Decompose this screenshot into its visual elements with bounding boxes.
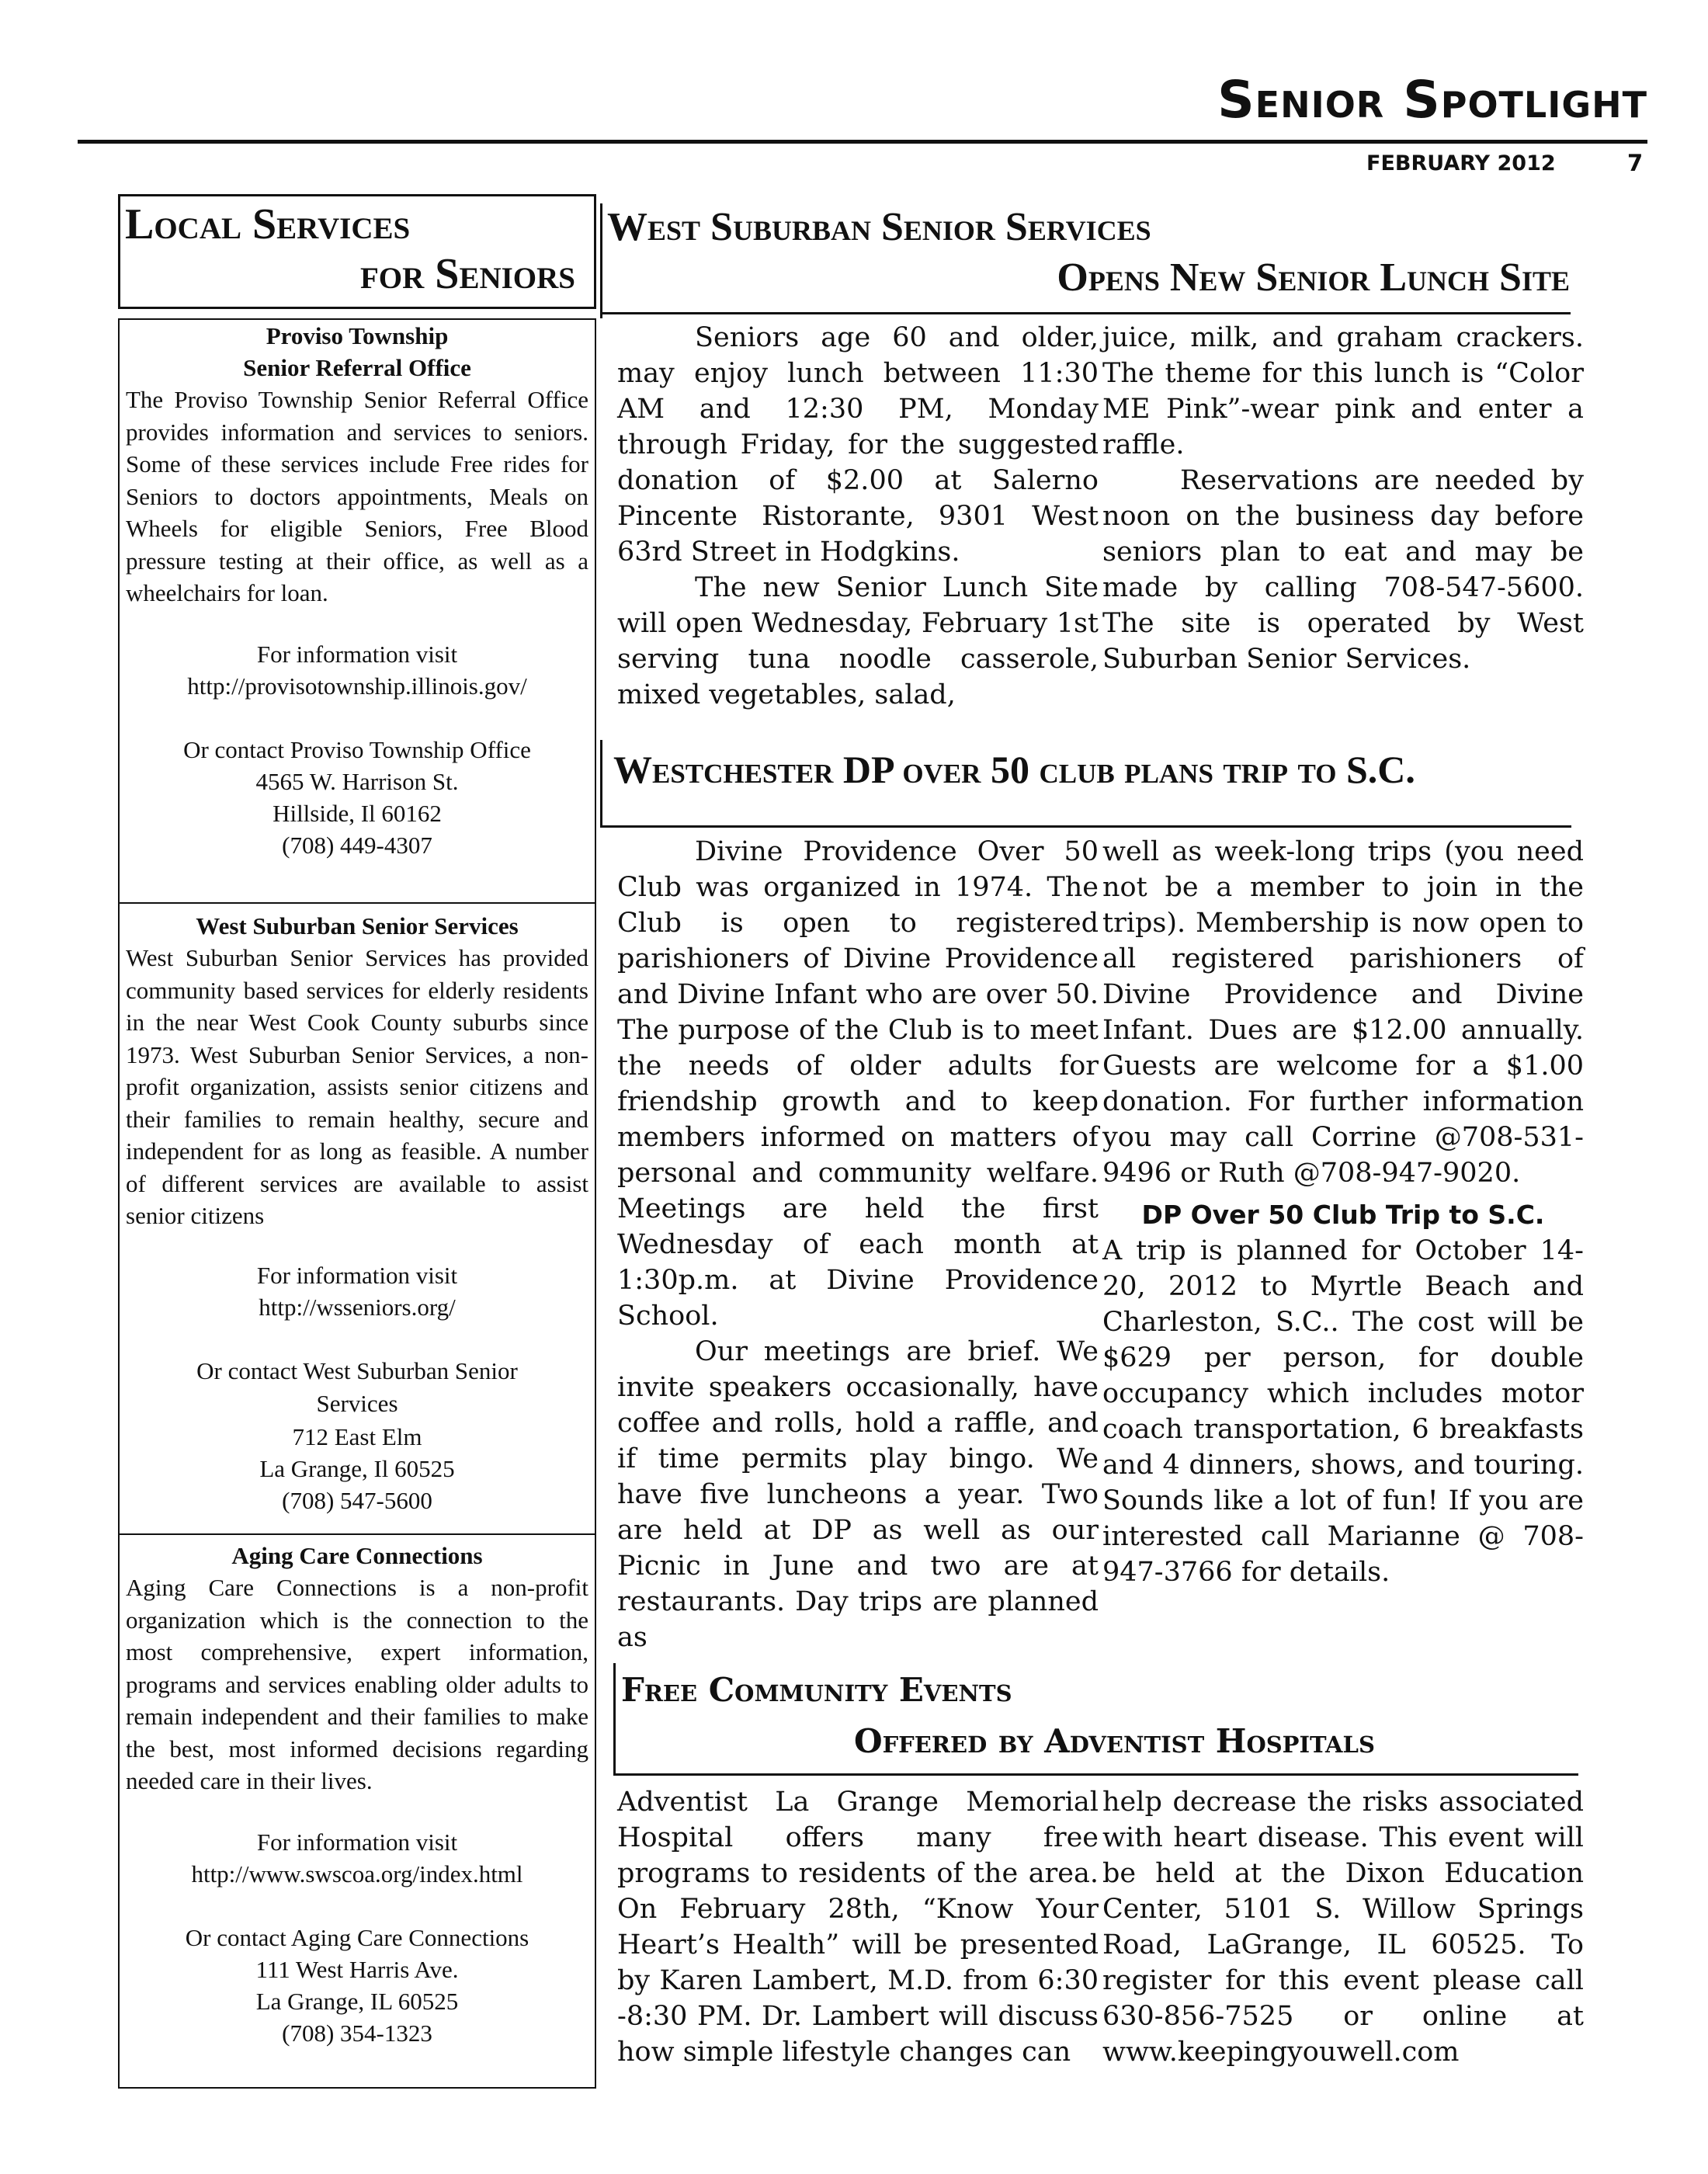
masthead-title: Senior Spotlight bbox=[1217, 70, 1647, 130]
article-column bbox=[617, 834, 1099, 1655]
address-line: Hillside, Il 60162 bbox=[273, 800, 442, 827]
info-label: For information visit bbox=[256, 1828, 458, 1856]
address-line: La Grange, IL 60525 bbox=[255, 1988, 459, 2015]
article-column bbox=[1102, 320, 1584, 677]
contact-label: Or contact Aging Care Connections bbox=[185, 1924, 529, 1951]
paragraph: Adventist La Grange Memorial Hospital offers many free programs to residents of the area. On February 28th, “Know Your Heart’s Health” will be presented by Karen Lambert, M.D. from 6:30 -8:30 PM. Dr. Lambert will discuss how simple lifestyle changes can bbox=[617, 1787, 1099, 2068]
masthead-rule bbox=[78, 140, 1647, 144]
article-column bbox=[617, 1784, 1099, 2070]
paragraph: well as week-long trips (you need not be a member to join in the trips). Membership is now open to all registered parishioners of Divine Providence and Divine Infant. Dues are $12.00 annually. Guests are welcome for a $1.00 donation. For further information you may call Corrine @708-531-9496 or Ruth @708-947-9020. bbox=[1102, 836, 1584, 1189]
headline-line2: Offered by Adventist Hospitals bbox=[854, 1722, 1375, 1760]
sidebar-heading-line1: Local Services bbox=[125, 200, 411, 248]
paragraph: Seniors age 60 and older, may enjoy lunch between 11:30 AM and 12:30 PM, Monday through Friday, for the suggested donation of $2.00 at Salerno Pincente Ristorante, 9301 West 63rd Street in Hodgkins. bbox=[617, 322, 1099, 568]
article-column bbox=[1102, 1784, 1584, 2070]
headline-line2: Opens New Senior Lunch Site bbox=[1057, 255, 1570, 300]
info-url: http://wsseniors.org/ bbox=[259, 1294, 456, 1321]
paragraph: A trip is planned for October 14-20, 2012 to Myrtle Beach and Charleston, S.C.. The cost will be $629 per person, for double occupancy which includes motor coach transportation, 6 breakfasts and 4 dinners, shows, and touring. Sounds like a lot of fun! If you are interested call Marianne @ 708-947-3766 for details. bbox=[1102, 1235, 1584, 1588]
address-line: La Grange, Il 60525 bbox=[259, 1455, 455, 1482]
sidebar-divider bbox=[118, 1533, 596, 1535]
info-label: For information visit bbox=[256, 1262, 458, 1289]
section-title: Aging Care Connections bbox=[231, 1542, 483, 1569]
sidebar-heading bbox=[118, 194, 596, 309]
contact-label: Or contact Proviso Township Office bbox=[183, 736, 531, 763]
headline-rule bbox=[600, 312, 1571, 314]
article-headline: Westchester DP over 50 club plans trip to S.C. bbox=[613, 748, 1415, 791]
headline-line1: Free Community Events bbox=[621, 1671, 1012, 1709]
section-title: Proviso Township bbox=[266, 322, 449, 349]
paragraph: Our meetings are brief. We invite speakers occasionally, have coffee and rolls, hold a raffle, and if time permits play bingo. We have five luncheons a year. Two are held at DP as well as our Picnic in June and two are at restaurants. Day trips are planned as bbox=[617, 1336, 1099, 1653]
address-line: 4565 W. Harrison St. bbox=[255, 768, 459, 795]
paragraph: Divine Providence Over 50 Club was organized in 1974. The Club is open to registered parishioners of Divine Providence and Divine Infant who are over 50. The purpose of the Club is to meet the needs of older adults for friendship growth and to keep members informed on matters of personal and community welfare. Meetings are held the first Wednesday of each month at 1:30p.m. at Divine Providence School. bbox=[617, 836, 1099, 1332]
sidebar-divider bbox=[118, 902, 596, 904]
phone-number: (708) 547-5600 bbox=[282, 1487, 432, 1514]
address-line: 712 East Elm bbox=[292, 1423, 422, 1450]
section-body: The Proviso Township Senior Referral Office provides information and services to seniors. Some of these services include Free rides for Seniors to doctors appointments, Meals on Wheels for eligible Seniors, Free Blood pressure testing at their office, as well as a wheelchairs for loan. bbox=[126, 386, 588, 606]
paragraph: The new Senior Lunch Site will open Wednesday, February 1st serving tuna noodle casserole, mixed vegetables, salad, bbox=[617, 572, 1099, 710]
paragraph: juice, milk, and graham crackers. The theme for this lunch is “Color ME Pink”-wear pink and enter a raffle. bbox=[1102, 322, 1584, 460]
info-url: http://provisotownship.illinois.gov/ bbox=[187, 672, 527, 700]
address-line: 111 West Harris Ave. bbox=[255, 1956, 459, 1983]
section-title: West Suburban Senior Services bbox=[196, 912, 519, 939]
section-body: West Suburban Senior Services has provided community based services for elderly residents in the near West Cook County suburbs since 1973. West Suburban Senior Services, a non-profit organization, assists senior citizens and their families to remain healthy, secure and independent for as long as feasible. A number of different services are available to assist senior citizens bbox=[126, 944, 588, 1229]
info-label: For information visit bbox=[256, 641, 458, 668]
info-url: http://www.swscoa.org/index.html bbox=[191, 1860, 523, 1887]
section-body: Aging Care Connections is a non-profit organization which is the connection to the most comprehensive, expert information, programs and services enabling older adults to remain independent and their families to make the best, most informed decisions regarding needed care in their lives. bbox=[126, 1574, 588, 1794]
headline-rule bbox=[600, 203, 602, 318]
article-column bbox=[1102, 834, 1584, 1590]
sidebar-heading-line2: for Seniors bbox=[359, 250, 575, 298]
page-number: 7 bbox=[1627, 150, 1644, 176]
paragraph: Reservations are needed by noon on the business day before seniors plan to eat and may be made by calling 708-547-5600. The site is operated by West Suburban Senior Services. bbox=[1102, 465, 1584, 675]
phone-number: (708) 354-1323 bbox=[282, 2019, 432, 2047]
section-title: Senior Referral Office bbox=[243, 354, 471, 381]
paragraph: help decrease the risks associated with heart disease. This event will be held at the Dixon Education Center, 5101 S. Willow Springs Road, LaGrange, IL 60525. To register for this event please call 630-856-7525 or online at www.keepingyouwell.com bbox=[1102, 1787, 1584, 2068]
issue-date: FEBRUARY 2012 bbox=[1366, 151, 1556, 175]
article-column bbox=[617, 320, 1099, 713]
subheading: DP Over 50 Club Trip to S.C. bbox=[1141, 1200, 1545, 1230]
contact-label: Or contact West Suburban Senior Services bbox=[196, 1357, 518, 1417]
phone-number: (708) 449-4307 bbox=[282, 832, 432, 859]
headline-line1: West Suburban Senior Services bbox=[607, 205, 1151, 249]
